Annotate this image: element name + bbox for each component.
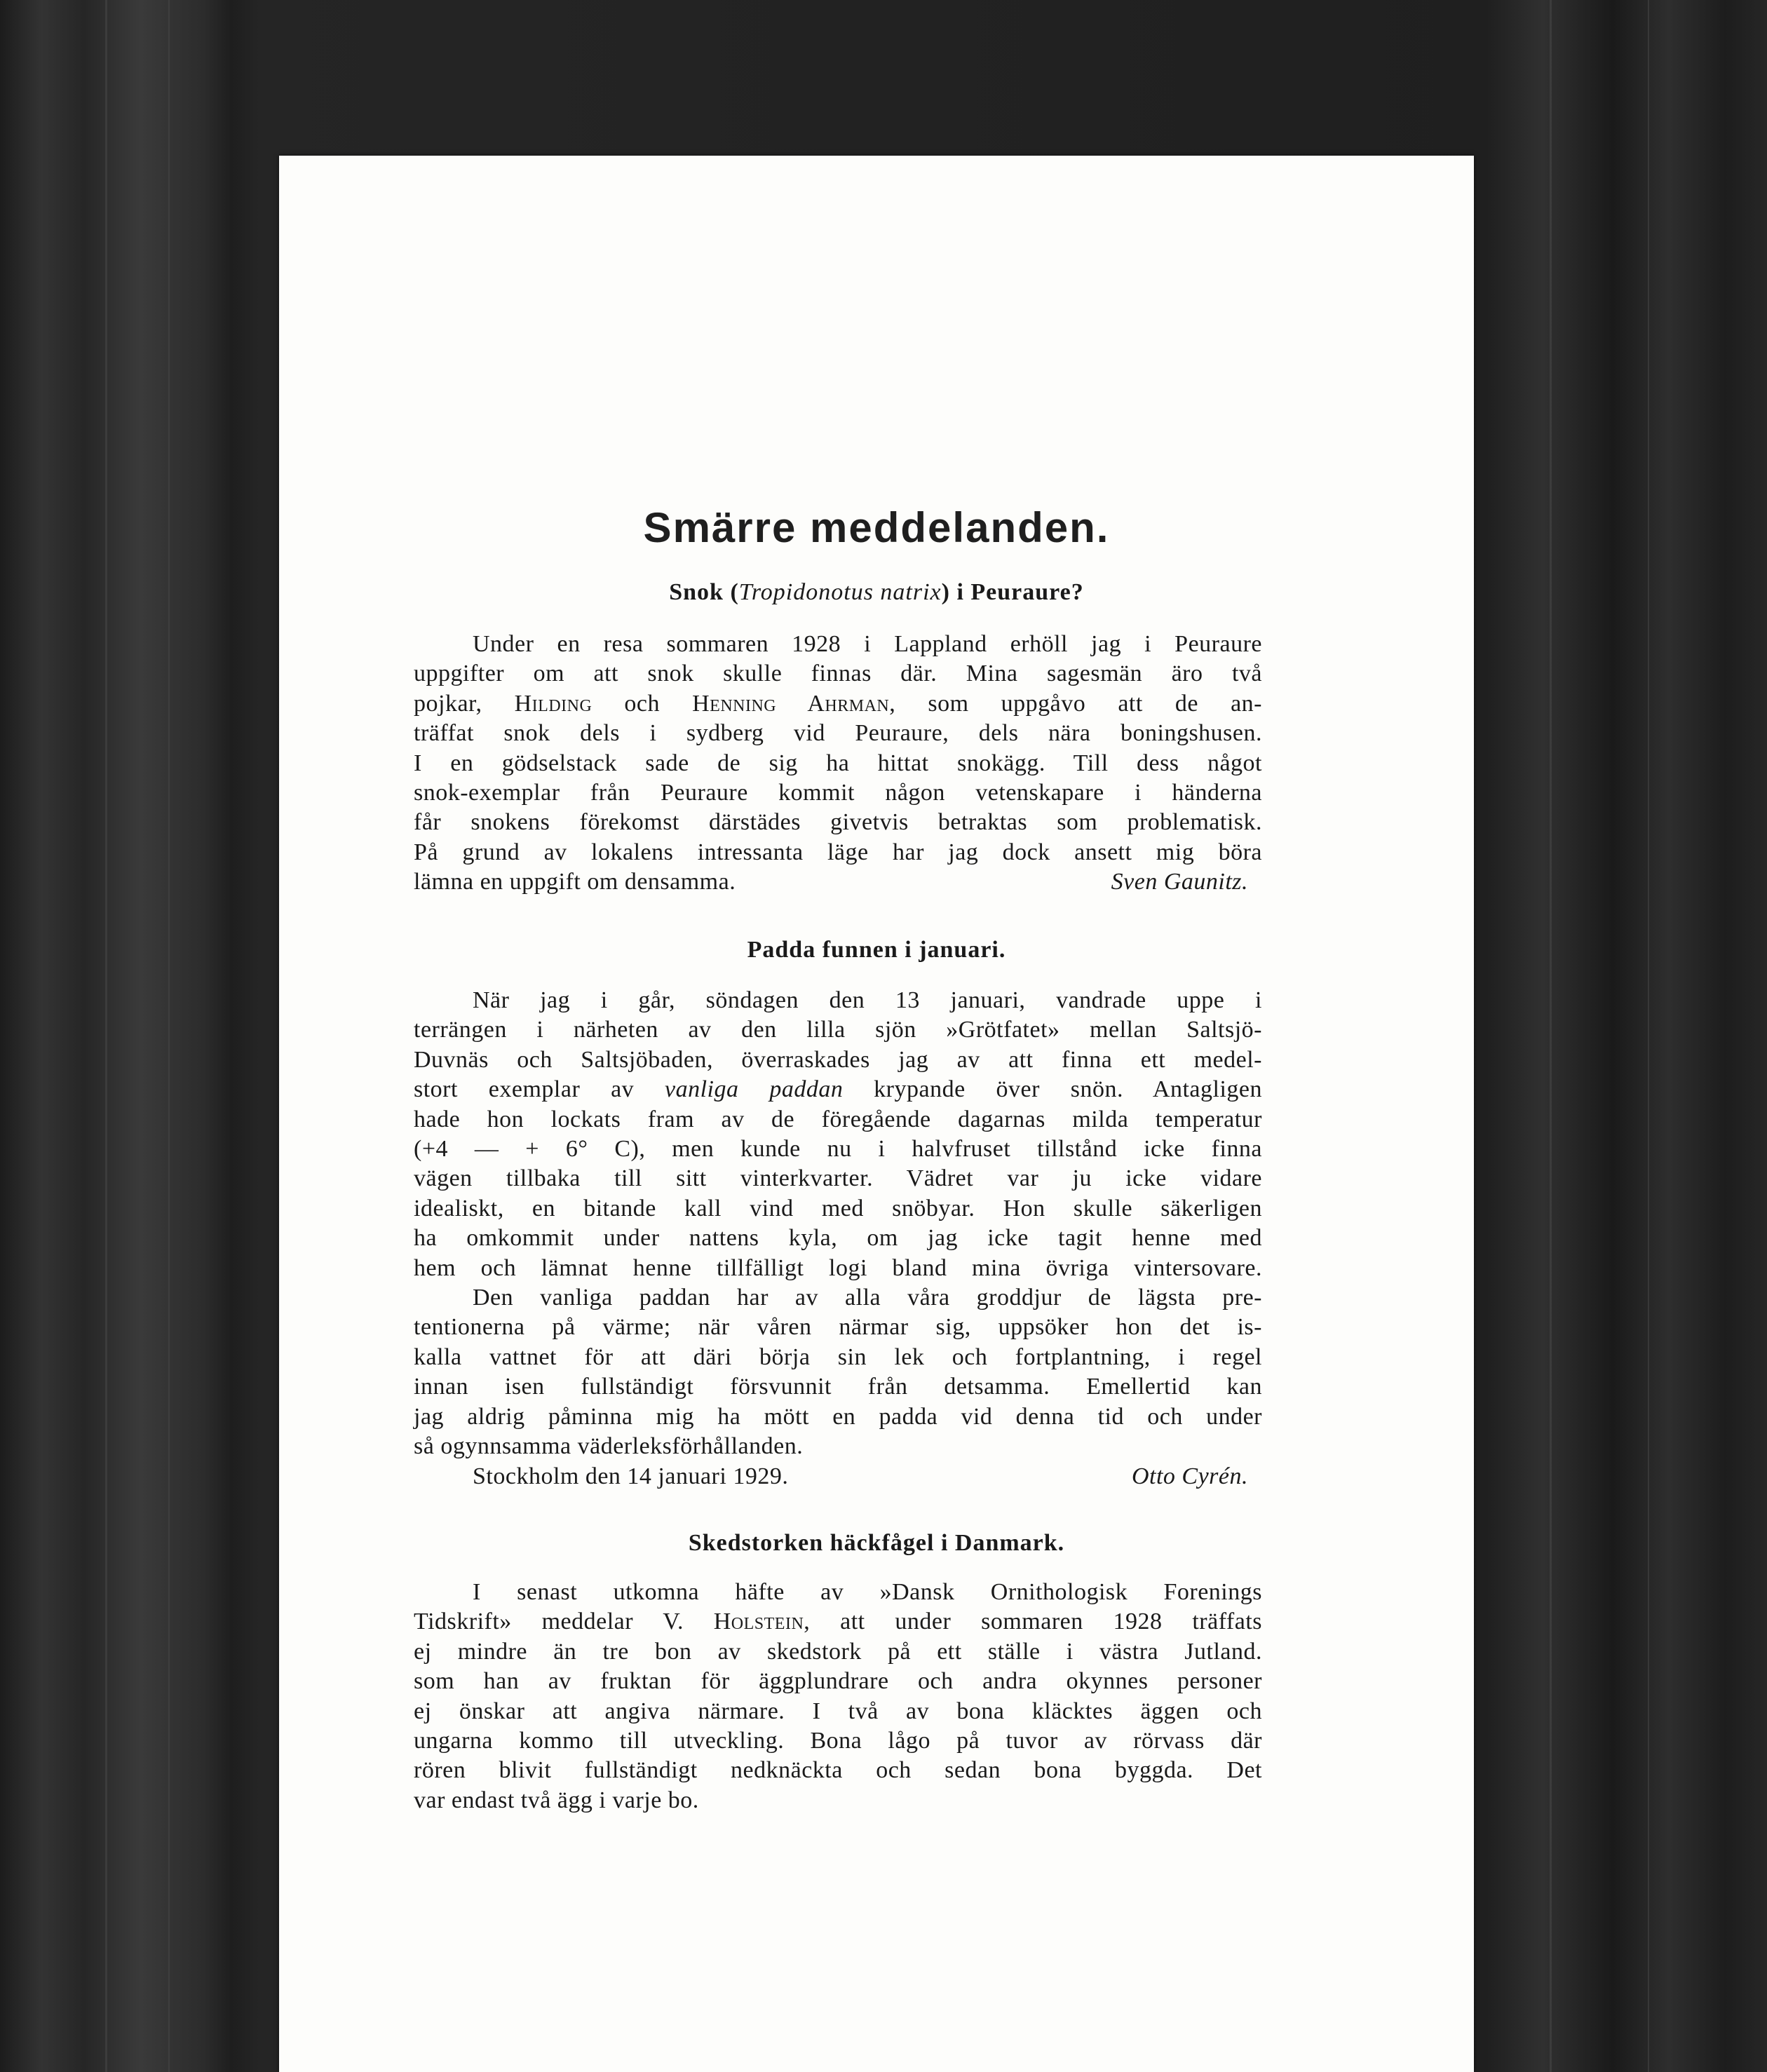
text-line: tentionerna på värme; när våren närmar sig, uppsöker hon det is- xyxy=(414,1314,1262,1341)
text-fragment: , som uppgåvo att de an- xyxy=(889,690,1263,717)
text-fragment: pojkar, xyxy=(414,690,515,717)
text-line: Duvnäs och Saltsjöbaden, överraskades jag av att finna ett medel- xyxy=(414,1046,1262,1073)
author-signature: Otto Cyrén. xyxy=(1131,1463,1248,1489)
text-line: var endast två ägg i varje bo. xyxy=(414,1787,699,1813)
scan-stripe xyxy=(168,0,170,2072)
text-line: Under en resa sommaren 1928 i Lappland erhöll jag i Peuraure xyxy=(473,631,1262,657)
text-line: vägen tillbaka till sitt vinterkvarter. Vädret var ju icke vidare xyxy=(414,1165,1262,1192)
text-fragment: stort exemplar av xyxy=(414,1076,665,1103)
text-line: ungarna kommo till utveckling. Bona lågo på tuvor av rörvass där xyxy=(414,1728,1262,1754)
text-line: som han av fruktan för äggplundrare och andra okynnes personer xyxy=(414,1668,1262,1695)
article-body-padda xyxy=(414,986,1262,1491)
person-name: Hilding xyxy=(514,690,593,717)
article-body-skedstorken xyxy=(414,1578,1262,1815)
article-heading-skedstorken: Skedstorken häckfågel i Danmark. xyxy=(688,1530,1065,1556)
text-line: snok-exemplar från Peuraure kommit någon vetenskapare i händerna xyxy=(414,780,1262,806)
article-body-snok xyxy=(414,630,1262,898)
scan-stripe xyxy=(1648,0,1649,2072)
text-line: I en gödselstack sade de sig ha hittat snokägg. Till dess något xyxy=(414,750,1262,776)
text-line: På grund av lokalens intressanta läge har jag dock ansett mig böra xyxy=(414,839,1262,865)
scan-stripe xyxy=(1550,0,1552,2072)
article-heading-padda: Padda funnen i januari. xyxy=(747,937,1006,963)
heading-suffix: ) i Peuraure? xyxy=(941,579,1084,605)
text-fragment: Tidskrift» meddelar V. xyxy=(414,1609,714,1635)
text-line: hade hon lockats fram av de föregående dagarnas milda temperatur xyxy=(414,1106,1262,1132)
text-fragment: krypande över snön. Antagligen xyxy=(843,1076,1262,1103)
person-name: Henning Ahrman xyxy=(692,690,890,717)
text-line: hem och lämnat henne tillfälligt logi bland mina övriga vintersovare. xyxy=(414,1254,1262,1281)
text-fragment: och xyxy=(592,690,693,717)
text-line: ej mindre än tre bon av skedstork på ett ställe i västra Jutland. xyxy=(414,1638,1262,1665)
heading-prefix: Snok ( xyxy=(669,579,739,605)
text-line: så ogynnsamma väderleksförhållanden. xyxy=(414,1433,804,1460)
dateline-with-signature xyxy=(414,1462,1262,1491)
text-line: (+4 — + 6° C), men kunde nu i halvfruset tillstånd icke finna xyxy=(414,1136,1262,1163)
text-line xyxy=(414,689,1262,719)
text-fragment: , att under sommaren 1928 träffats xyxy=(804,1609,1262,1635)
text-line: Den vanliga paddan har av alla våra groddjur de lägsta pre- xyxy=(473,1285,1262,1311)
author-signature: Sven Gaunitz. xyxy=(1111,869,1248,895)
scan-stripe xyxy=(105,0,107,2072)
text-line: rören blivit fullständigt nedknäckta och sedan bona byggda. Det xyxy=(414,1757,1262,1784)
dateline: Stockholm den 14 januari 1929. xyxy=(473,1463,789,1489)
text-line: innan isen fullständigt försvunnit från detsamma. Emellertid kan xyxy=(414,1374,1262,1400)
text-line: får snokens förekomst därstädes givetvis betraktas som problematisk. xyxy=(414,809,1262,836)
text-line xyxy=(414,1075,1262,1104)
text-line: träffat snok dels i sydberg vid Peuraure, dels nära boningshusen. xyxy=(414,720,1262,747)
article-heading-snok xyxy=(279,579,1474,606)
text-line-with-signature xyxy=(414,867,1262,897)
species-name: vanliga paddan xyxy=(665,1076,844,1103)
text-line: ej önskar att angiva närmare. I två av bona kläcktes äggen och xyxy=(414,1698,1262,1724)
person-name: Holstein xyxy=(713,1609,804,1635)
text-line: När jag i går, söndagen den 13 januari, vandrade uppe i xyxy=(473,987,1262,1013)
page-title: Smärre meddelanden. xyxy=(643,504,1110,551)
text-line: jag aldrig påminna mig ha mött en padda vid denna tid och under xyxy=(414,1403,1262,1430)
text-line xyxy=(414,1607,1262,1637)
text-line: terrängen i närheten av den lilla sjön »Grötfatet» mellan Saltsjö- xyxy=(414,1017,1262,1043)
text-line: uppgifter om att snok skulle finnas där. Mina sagesmän äro två xyxy=(414,661,1262,687)
text-fragment: lämna en uppgift om densamma. xyxy=(414,869,736,895)
text-line: ha omkommit under nattens kyla, om jag icke tagit henne med xyxy=(414,1225,1262,1252)
text-line: kalla vattnet för att däri börja sin lek och fortplantning, i regel xyxy=(414,1343,1262,1370)
heading-species: Tropidonotus natrix xyxy=(738,579,942,605)
text-line: idealiskt, en bitande kall vind med snöbyar. Hon skulle säkerligen xyxy=(414,1195,1262,1221)
text-line: I senast utkomna häfte av »Dansk Ornithologisk Forenings xyxy=(473,1579,1262,1605)
